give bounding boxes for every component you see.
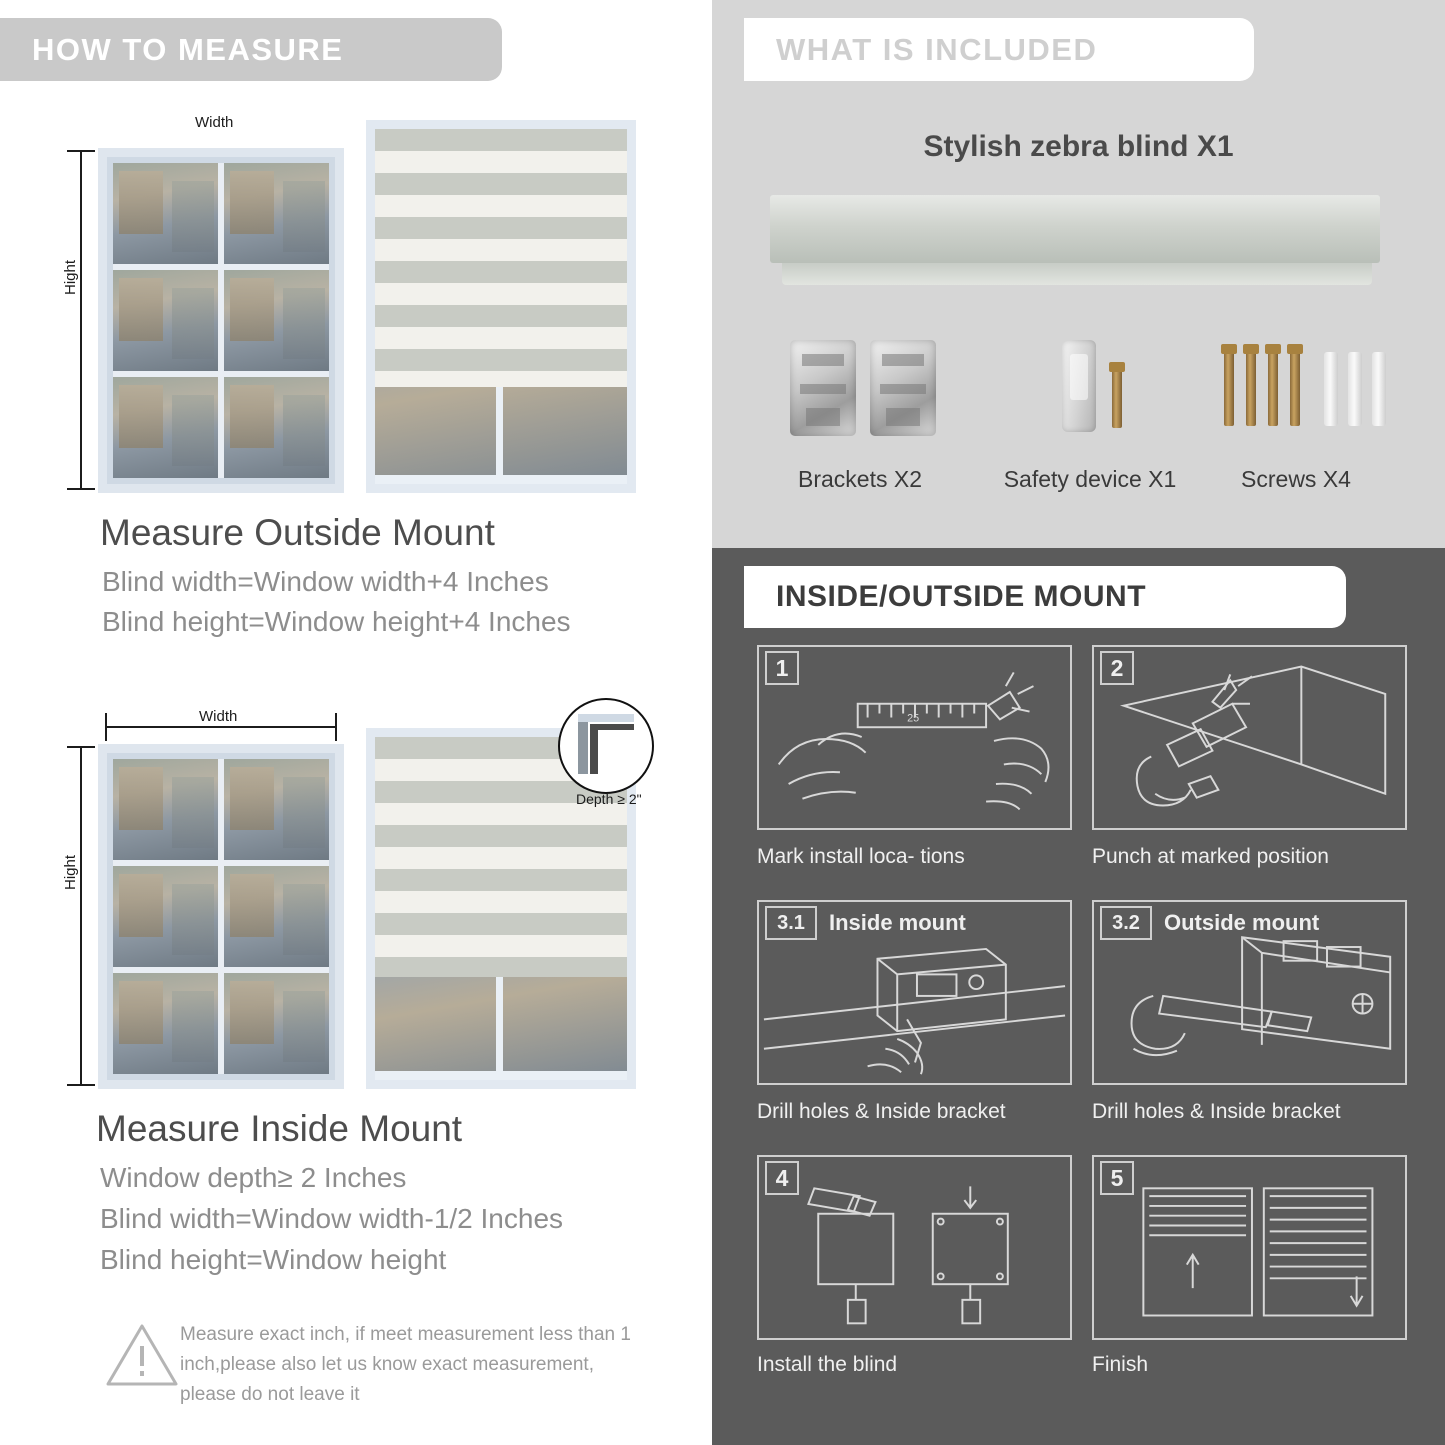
inside-width-line (105, 726, 337, 728)
what-is-included-title: WHAT IS INCLUDED (776, 31, 1098, 67)
screws-label: Screws X4 (1241, 466, 1351, 492)
inside-height-tick-bottom (67, 1084, 95, 1086)
zebra-blind-headrail-graphic (770, 195, 1380, 263)
svg-text:25: 25 (907, 712, 920, 725)
outside-height-label: Hight (62, 259, 79, 295)
step-3-1-caption: Drill holes & Inside bracket (757, 1100, 1006, 1123)
step-3-2-number: 3.2 (1100, 906, 1152, 940)
screw-icon (1290, 348, 1300, 426)
bracket-icon (870, 340, 936, 436)
bracket-icon (790, 340, 856, 436)
how-to-measure-title: HOW TO MEASURE (32, 31, 344, 67)
measurement-note: Measure exact inch, if meet measurement less than 1 inch,please also let us know exact measurement, please do not leave it (180, 1324, 631, 1405)
safety-device-icon (1062, 340, 1096, 432)
outside-mount-line1: Blind width=Window width+4 Inches (102, 566, 549, 597)
inside-width-tick-left (105, 713, 107, 741)
screw-icon (1246, 348, 1256, 426)
brackets-label: Brackets X2 (798, 466, 922, 492)
outside-width-label: Width (195, 114, 234, 131)
outside-height-tick-bottom (67, 488, 95, 490)
inside-width-label: Width (195, 708, 241, 725)
outside-mount-line2: Blind height=Window height+4 Inches (102, 606, 571, 637)
step-3-2 (1092, 900, 1407, 1085)
depth-label: Depth ≥ 2" (576, 791, 642, 807)
step-2-number: 2 (1100, 651, 1134, 685)
install-blind-icon (759, 1157, 1070, 1338)
window-pane (224, 759, 329, 860)
depth-callout-circle (558, 698, 654, 794)
hand-ruler-icon (759, 647, 1070, 828)
step-5 (1092, 1155, 1407, 1340)
step-3-1-number: 3.1 (765, 906, 817, 940)
inside-height-label: Hight (62, 854, 79, 890)
step-1-number: 1 (765, 651, 799, 685)
outside-mount-illustration (0, 100, 712, 500)
inside-mount-illustration (0, 698, 712, 1098)
window-pane (224, 973, 329, 1074)
mount-banner (744, 566, 1346, 628)
inside-bracket-icon (759, 902, 1070, 1083)
window-pane (113, 377, 218, 478)
inside-height-line (80, 746, 82, 1086)
screw-icon (1112, 366, 1122, 428)
window-pane (113, 759, 218, 860)
blind-graphic-outside (366, 120, 636, 493)
window-pane (113, 973, 218, 1074)
window-graphic-outside (98, 148, 344, 493)
window-pane (224, 866, 329, 967)
included-main-item: Stylish zebra blind X1 (923, 130, 1234, 163)
window-pane (224, 270, 329, 371)
wall-anchor-icon (1372, 352, 1386, 426)
step-3-2-title: Outside mount (1164, 910, 1320, 935)
screw-icon (1268, 348, 1278, 426)
outside-bracket-icon (1094, 902, 1405, 1083)
step-5-number: 5 (1100, 1161, 1134, 1195)
step-4-number: 4 (765, 1161, 799, 1195)
step-2 (1092, 645, 1407, 830)
drill-icon (1094, 647, 1405, 828)
outside-mount-heading: Measure Outside Mount (100, 512, 495, 553)
window-pane (224, 163, 329, 264)
mount-title: INSIDE/OUTSIDE MOUNT (776, 580, 1147, 613)
step-5-caption: Finish (1092, 1353, 1149, 1376)
outside-height-tick-top (67, 150, 95, 152)
inside-mount-heading: Measure Inside Mount (96, 1108, 463, 1149)
finished-blind-icon (1094, 1157, 1405, 1338)
wall-anchor-icon (1348, 352, 1362, 426)
window-pane (113, 866, 218, 967)
step-4-caption: Install the blind (757, 1353, 898, 1376)
inside-mount-line3: Blind height=Window height (100, 1244, 447, 1275)
what-is-included-banner (744, 18, 1254, 81)
how-to-measure-banner (0, 18, 502, 81)
inside-width-tick-right (335, 713, 337, 741)
safety-device-label: Safety device X1 (1003, 466, 1177, 492)
window-pane (113, 163, 218, 264)
step-3-1 (757, 900, 1072, 1085)
window-pane (224, 377, 329, 478)
inside-mount-line1: Window depth≥ 2 Inches (100, 1162, 407, 1193)
step-3-1-title: Inside mount (829, 910, 966, 935)
step-3-2-caption: Drill holes & Inside bracket (1092, 1100, 1341, 1123)
step-2-caption: Punch at marked position (1092, 845, 1329, 868)
warning-triangle-icon (106, 1322, 178, 1388)
window-pane (113, 270, 218, 371)
step-1 (757, 645, 1072, 830)
inside-height-tick-top (67, 746, 95, 748)
step-1-caption: Mark install loca- tions (757, 845, 965, 868)
screw-icon (1224, 348, 1234, 426)
zebra-blind-bottom-lip (782, 263, 1372, 285)
window-graphic-inside (98, 744, 344, 1089)
step-4 (757, 1155, 1072, 1340)
inside-mount-line2: Blind width=Window width-1/2 Inches (100, 1203, 564, 1234)
wall-anchor-icon (1324, 352, 1338, 426)
outside-height-line (80, 150, 82, 490)
how-to-measure-section (0, 0, 712, 1445)
